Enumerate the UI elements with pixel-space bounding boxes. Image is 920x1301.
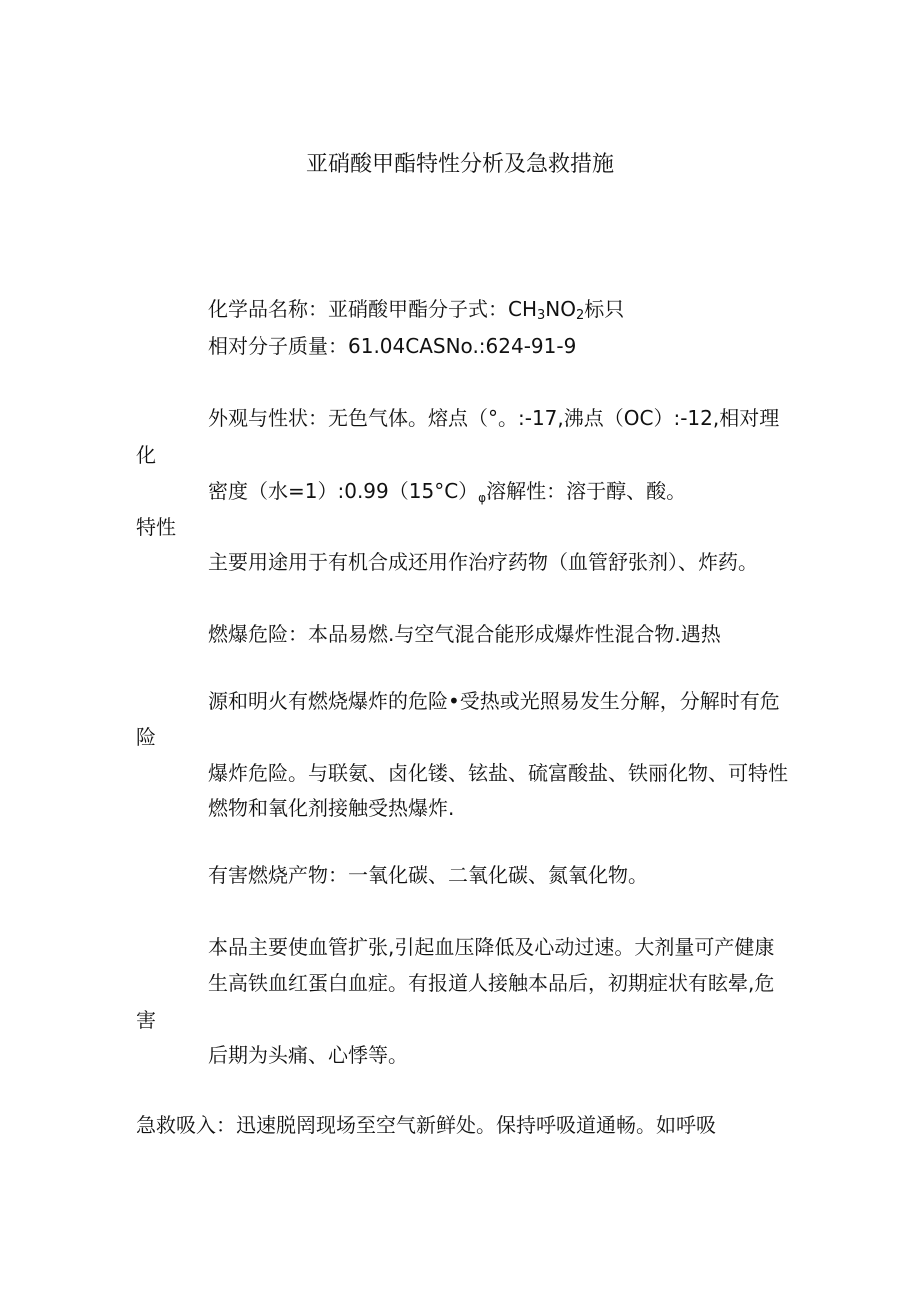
density-small-mark: φ	[478, 491, 487, 505]
fire-hazard-line-3: 爆炸危险。与联氨、卤化镂、铉盐、硫富酸盐、铁丽化物、可特性	[208, 761, 788, 785]
first-aid-line: 急救吸入：迅速脱罔现场至空气新鲜处。保持呼吸道通畅。如呼吸	[136, 1113, 716, 1137]
usage-line: 主要用途用于有机合成还用作治疗药物（血管舒张剂）、炸药。	[208, 550, 758, 574]
density-text: 密度（水=1）:0.99（15°C）	[208, 479, 479, 503]
side-label-hua: 化	[136, 443, 156, 467]
formula-no: NO	[545, 297, 576, 321]
health-hazard-line-2: 生高铁血红蛋白血症。有报道人接触本品后，初期症状有眩晕,危	[208, 971, 775, 995]
side-label-xian: 险	[136, 725, 156, 749]
formula-subscript-3: 3	[537, 308, 546, 323]
health-hazard-line-3: 后期为头痛、心悸等。	[208, 1043, 408, 1067]
formula-subscript-2: 2	[576, 308, 585, 323]
chemical-name-line	[208, 295, 624, 323]
molecular-weight-line: 相对分子质量：61.04CASNo.:624-91-9	[208, 334, 577, 358]
fire-hazard-line-1: 燃爆危险：本品易燃.与空气混合能形成爆炸性混合物.遇热	[208, 622, 721, 646]
appearance-line: 外观与性状：无色气体。熔点（°。:-17,沸点（OC）:-12,相对理	[208, 406, 780, 430]
chemical-name-text: 化学品名称：亚硝酸甲酯分子式：CH	[208, 297, 538, 321]
health-hazard-line-1: 本品主要使血管扩张,引起血压降低及心动过速。大剂量可产健康	[208, 935, 775, 959]
side-label-hai: 害	[136, 1008, 156, 1032]
solubility-text: 溶解性：溶于醇、酸。	[486, 479, 687, 503]
fire-hazard-line-4: 燃物和氧化剂接触受热爆炸.	[208, 796, 455, 820]
combustion-products-line: 有害燃烧产物：一氧化碳、二氧化碳、氮氧化物。	[208, 863, 648, 887]
formula-suffix: 标只	[584, 297, 625, 321]
density-line	[208, 477, 686, 512]
fire-hazard-line-2: 源和明火有燃烧爆炸的危险•受热或光照易发生分解，分解时有危	[208, 689, 780, 713]
document-title: 亚硝酸甲酯特性分析及急救措施	[305, 152, 614, 177]
side-label-texing: 特性	[136, 515, 176, 539]
